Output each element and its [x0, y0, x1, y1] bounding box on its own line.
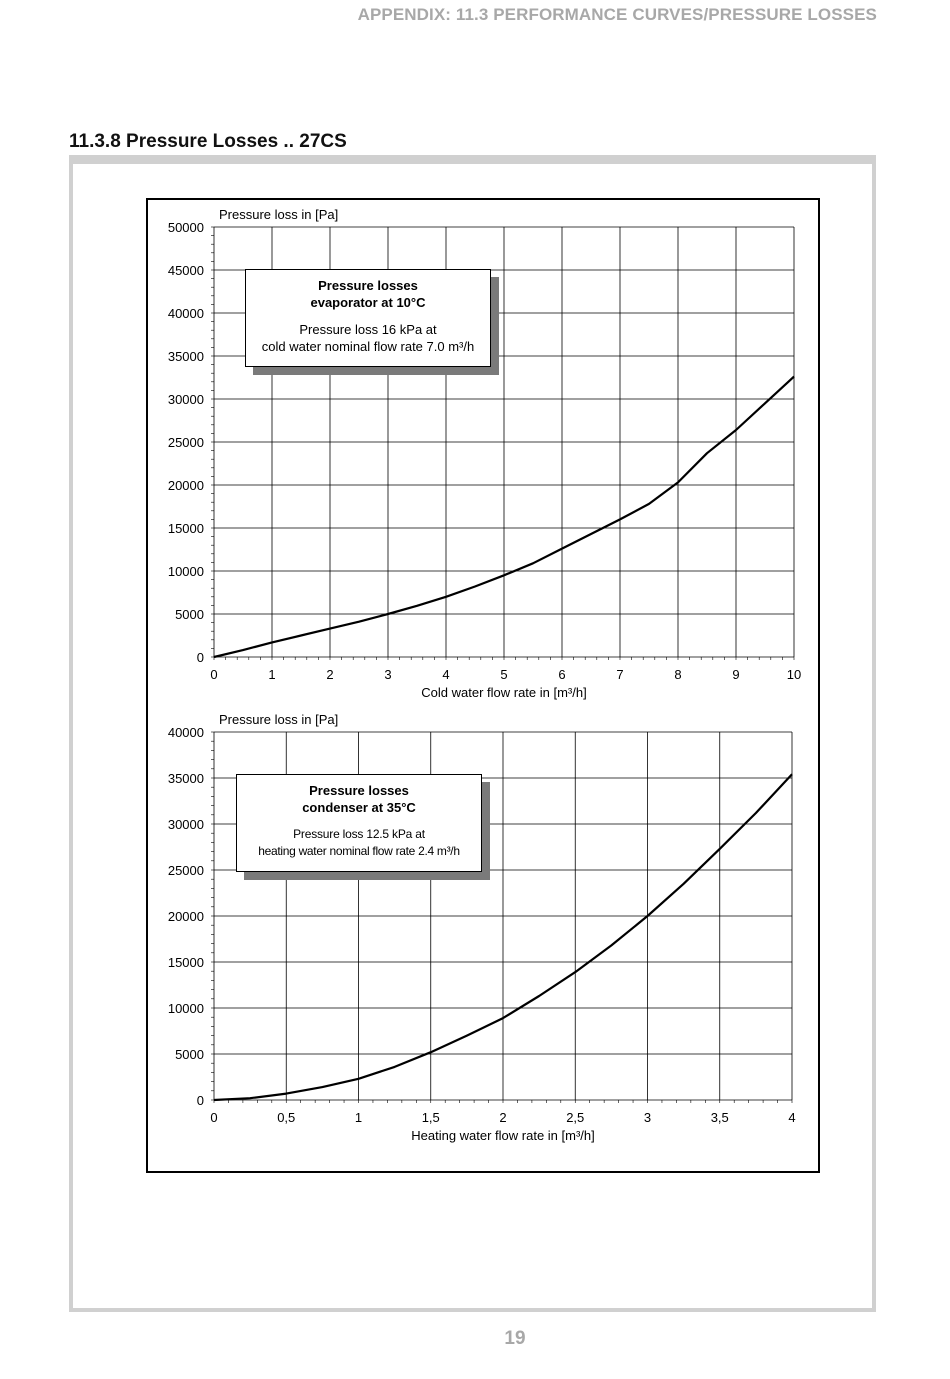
condenser-annotation-title-2: condenser at 35°C	[302, 800, 416, 815]
condenser-y-axis-label: Pressure loss in [Pa]	[219, 712, 339, 727]
condenser-x-tick-label: 2	[499, 1110, 507, 1125]
evaporator-x-tick-label: 8	[674, 667, 682, 682]
condenser-annotation-box	[236, 774, 482, 872]
evaporator-x-tick-label: 1	[268, 667, 276, 682]
condenser-annotation-title-1: Pressure losses	[309, 783, 409, 798]
evaporator-x-tick-label: 9	[732, 667, 740, 682]
condenser-y-tick-label: 5000	[175, 1047, 204, 1062]
evaporator-y-tick-label: 25000	[167, 435, 204, 450]
condenser-x-tick-label: 3,5	[710, 1110, 729, 1125]
condenser-x-tick-label: 0,5	[277, 1110, 296, 1125]
condenser-x-tick-label: 4	[788, 1110, 796, 1125]
evaporator-y-axis-label: Pressure loss in [Pa]	[219, 207, 339, 222]
evaporator-annotation-note-1: Pressure loss 16 kPa at	[299, 322, 437, 337]
page-header: APPENDIX: 11.3 PERFORMANCE CURVES/PRESSURE LOSSES	[357, 5, 877, 24]
evaporator-x-tick-label: 2	[326, 667, 334, 682]
evaporator-y-tick-label: 0	[196, 650, 204, 665]
evaporator-x-tick-label: 3	[384, 667, 392, 682]
evaporator-y-tick-label: 30000	[167, 392, 204, 407]
condenser-x-tick-label: 2,5	[566, 1110, 585, 1125]
evaporator-y-tick-label: 45000	[167, 263, 204, 278]
evaporator-y-tick-label: 5000	[175, 607, 204, 622]
evaporator-x-tick-label: 4	[442, 667, 450, 682]
condenser-y-tick-label: 20000	[167, 909, 204, 924]
evaporator-annotation-title-1: Pressure losses	[318, 278, 418, 293]
evaporator-y-tick-label: 40000	[167, 306, 204, 321]
condenser-x-tick-label: 1,5	[421, 1110, 440, 1125]
evaporator-x-tick-label: 7	[616, 667, 624, 682]
evaporator-x-axis-label: Cold water flow rate in [m³/h]	[421, 685, 587, 700]
evaporator-x-tick-label: 10	[786, 667, 802, 682]
condenser-x-tick-label: 0	[210, 1110, 218, 1125]
evaporator-y-tick-label: 20000	[167, 478, 204, 493]
evaporator-annotation-title-2: evaporator at 10°C	[310, 295, 426, 310]
page-number: 19	[504, 1328, 526, 1349]
condenser-y-tick-label: 10000	[167, 1001, 204, 1016]
condenser-y-tick-label: 30000	[167, 817, 204, 832]
evaporator-x-tick-label: 0	[210, 667, 218, 682]
evaporator-annotation-note-2: cold water nominal flow rate 7.0 m³/h	[261, 339, 475, 354]
condenser-x-tick-label: 1	[354, 1110, 363, 1125]
chart-panel	[146, 198, 820, 1173]
condenser-y-tick-label: 35000	[167, 771, 204, 786]
evaporator-y-tick-label: 50000	[167, 220, 204, 235]
condenser-annotation-note-1: Pressure loss 12.5 kPa at	[293, 827, 425, 841]
condenser-y-tick-label: 15000	[167, 955, 204, 970]
evaporator-x-tick-label: 5	[500, 667, 508, 682]
section-title: 11.3.8 Pressure Losses .. 27CS	[69, 131, 347, 152]
evaporator-x-tick-label: 6	[558, 667, 566, 682]
evaporator-y-tick-label: 35000	[167, 349, 204, 364]
condenser-y-tick-label: 25000	[167, 863, 204, 878]
evaporator-y-tick-label: 10000	[167, 564, 204, 579]
condenser-y-tick-label: 40000	[167, 725, 204, 740]
condenser-x-axis-label: Heating water flow rate in [m³/h]	[411, 1128, 595, 1143]
condenser-x-tick-label: 3	[643, 1110, 652, 1125]
evaporator-y-tick-label: 15000	[167, 521, 204, 536]
evaporator-annotation-box	[245, 269, 491, 367]
condenser-y-tick-label: 0	[196, 1093, 204, 1108]
condenser-annotation-note-2: heating water nominal flow rate 2.4 m³/h	[258, 844, 460, 858]
